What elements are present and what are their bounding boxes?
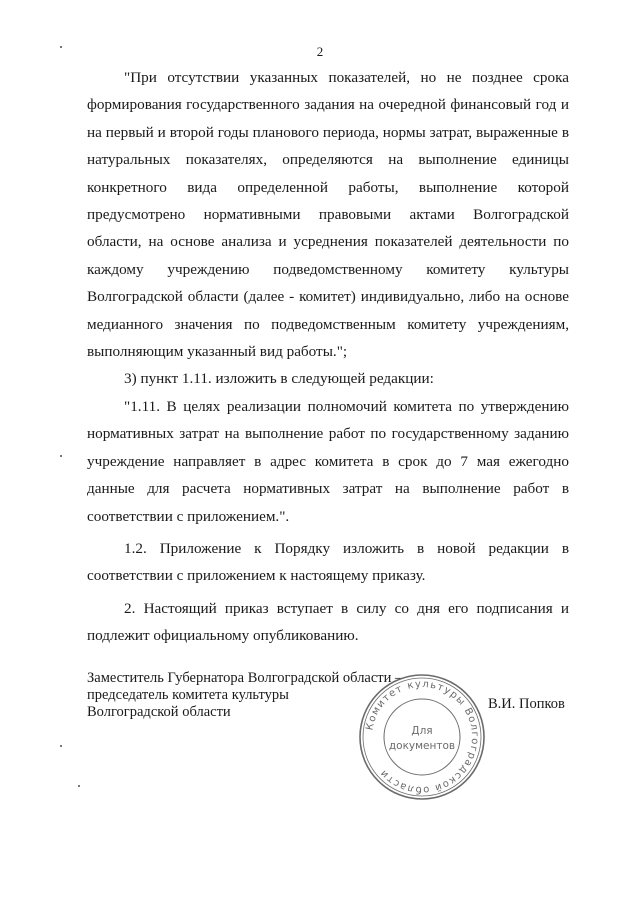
scan-mark xyxy=(60,46,62,48)
stamp-center-line-1: Для xyxy=(411,725,433,737)
stamp-center-line-2: документов xyxy=(388,740,456,752)
signature-title-line-1: Заместитель Губернатора Волгоградской области – xyxy=(87,670,403,686)
paragraph-item-1-2: 1.2. Приложение к Порядку изложить в новой редакции в соответствии с приложением к настоящему приказу. xyxy=(87,539,569,585)
paragraph-norms: "При отсутствии указанных показателей, но не позднее срока формирования государственного задания на очередной финансовый год и на первый и второй годы планового периода, нормы затрат, выраженные в натуральных показателях, определяются на выполнение единицы конкретного вида определенной работы, выполнение которой предусмотрено нормативными правовыми актами Волгоградской области, на основе анализа и усреднения показателей деятельности по каждому учреждению подведомственному комитету культуры Волгоградской области (далее - комитет) индивидуально, либо на основе медианного значения по подведомственным комитету учреждениям, выполняющим указанный вид работы."; xyxy=(87,69,569,361)
signature-title-line-2: председатель комитета культуры xyxy=(87,687,289,703)
paragraph-item-3: 3) пункт 1.11. изложить в следующей редакции: xyxy=(124,370,434,388)
scan-mark xyxy=(60,455,62,457)
official-stamp xyxy=(357,672,487,802)
paragraph-item-2: 2. Настоящий приказ вступает в силу со дня его подписания и подлежит официальному опубликованию. xyxy=(87,599,569,645)
paragraph-item-1-11: "1.11. В целях реализации полномочий комитета по утверждению нормативных затрат на выполнение работ по государственному заданию учреждение направляет в адрес комитета в срок до 7 мая ежегодно данные для расчета нормативных затрат на выполнение работ в соответствии с приложением.". xyxy=(87,397,569,525)
scan-mark xyxy=(78,785,80,787)
signature-title-line-3: Волгоградской области xyxy=(87,704,231,720)
stamp-ring-text: Комитет культуры Волгоградской области xyxy=(364,678,481,796)
document-body xyxy=(87,64,569,650)
signature-name: В.И. Попков xyxy=(488,696,565,712)
page-number: 2 xyxy=(316,44,324,59)
scan-mark xyxy=(60,745,62,747)
